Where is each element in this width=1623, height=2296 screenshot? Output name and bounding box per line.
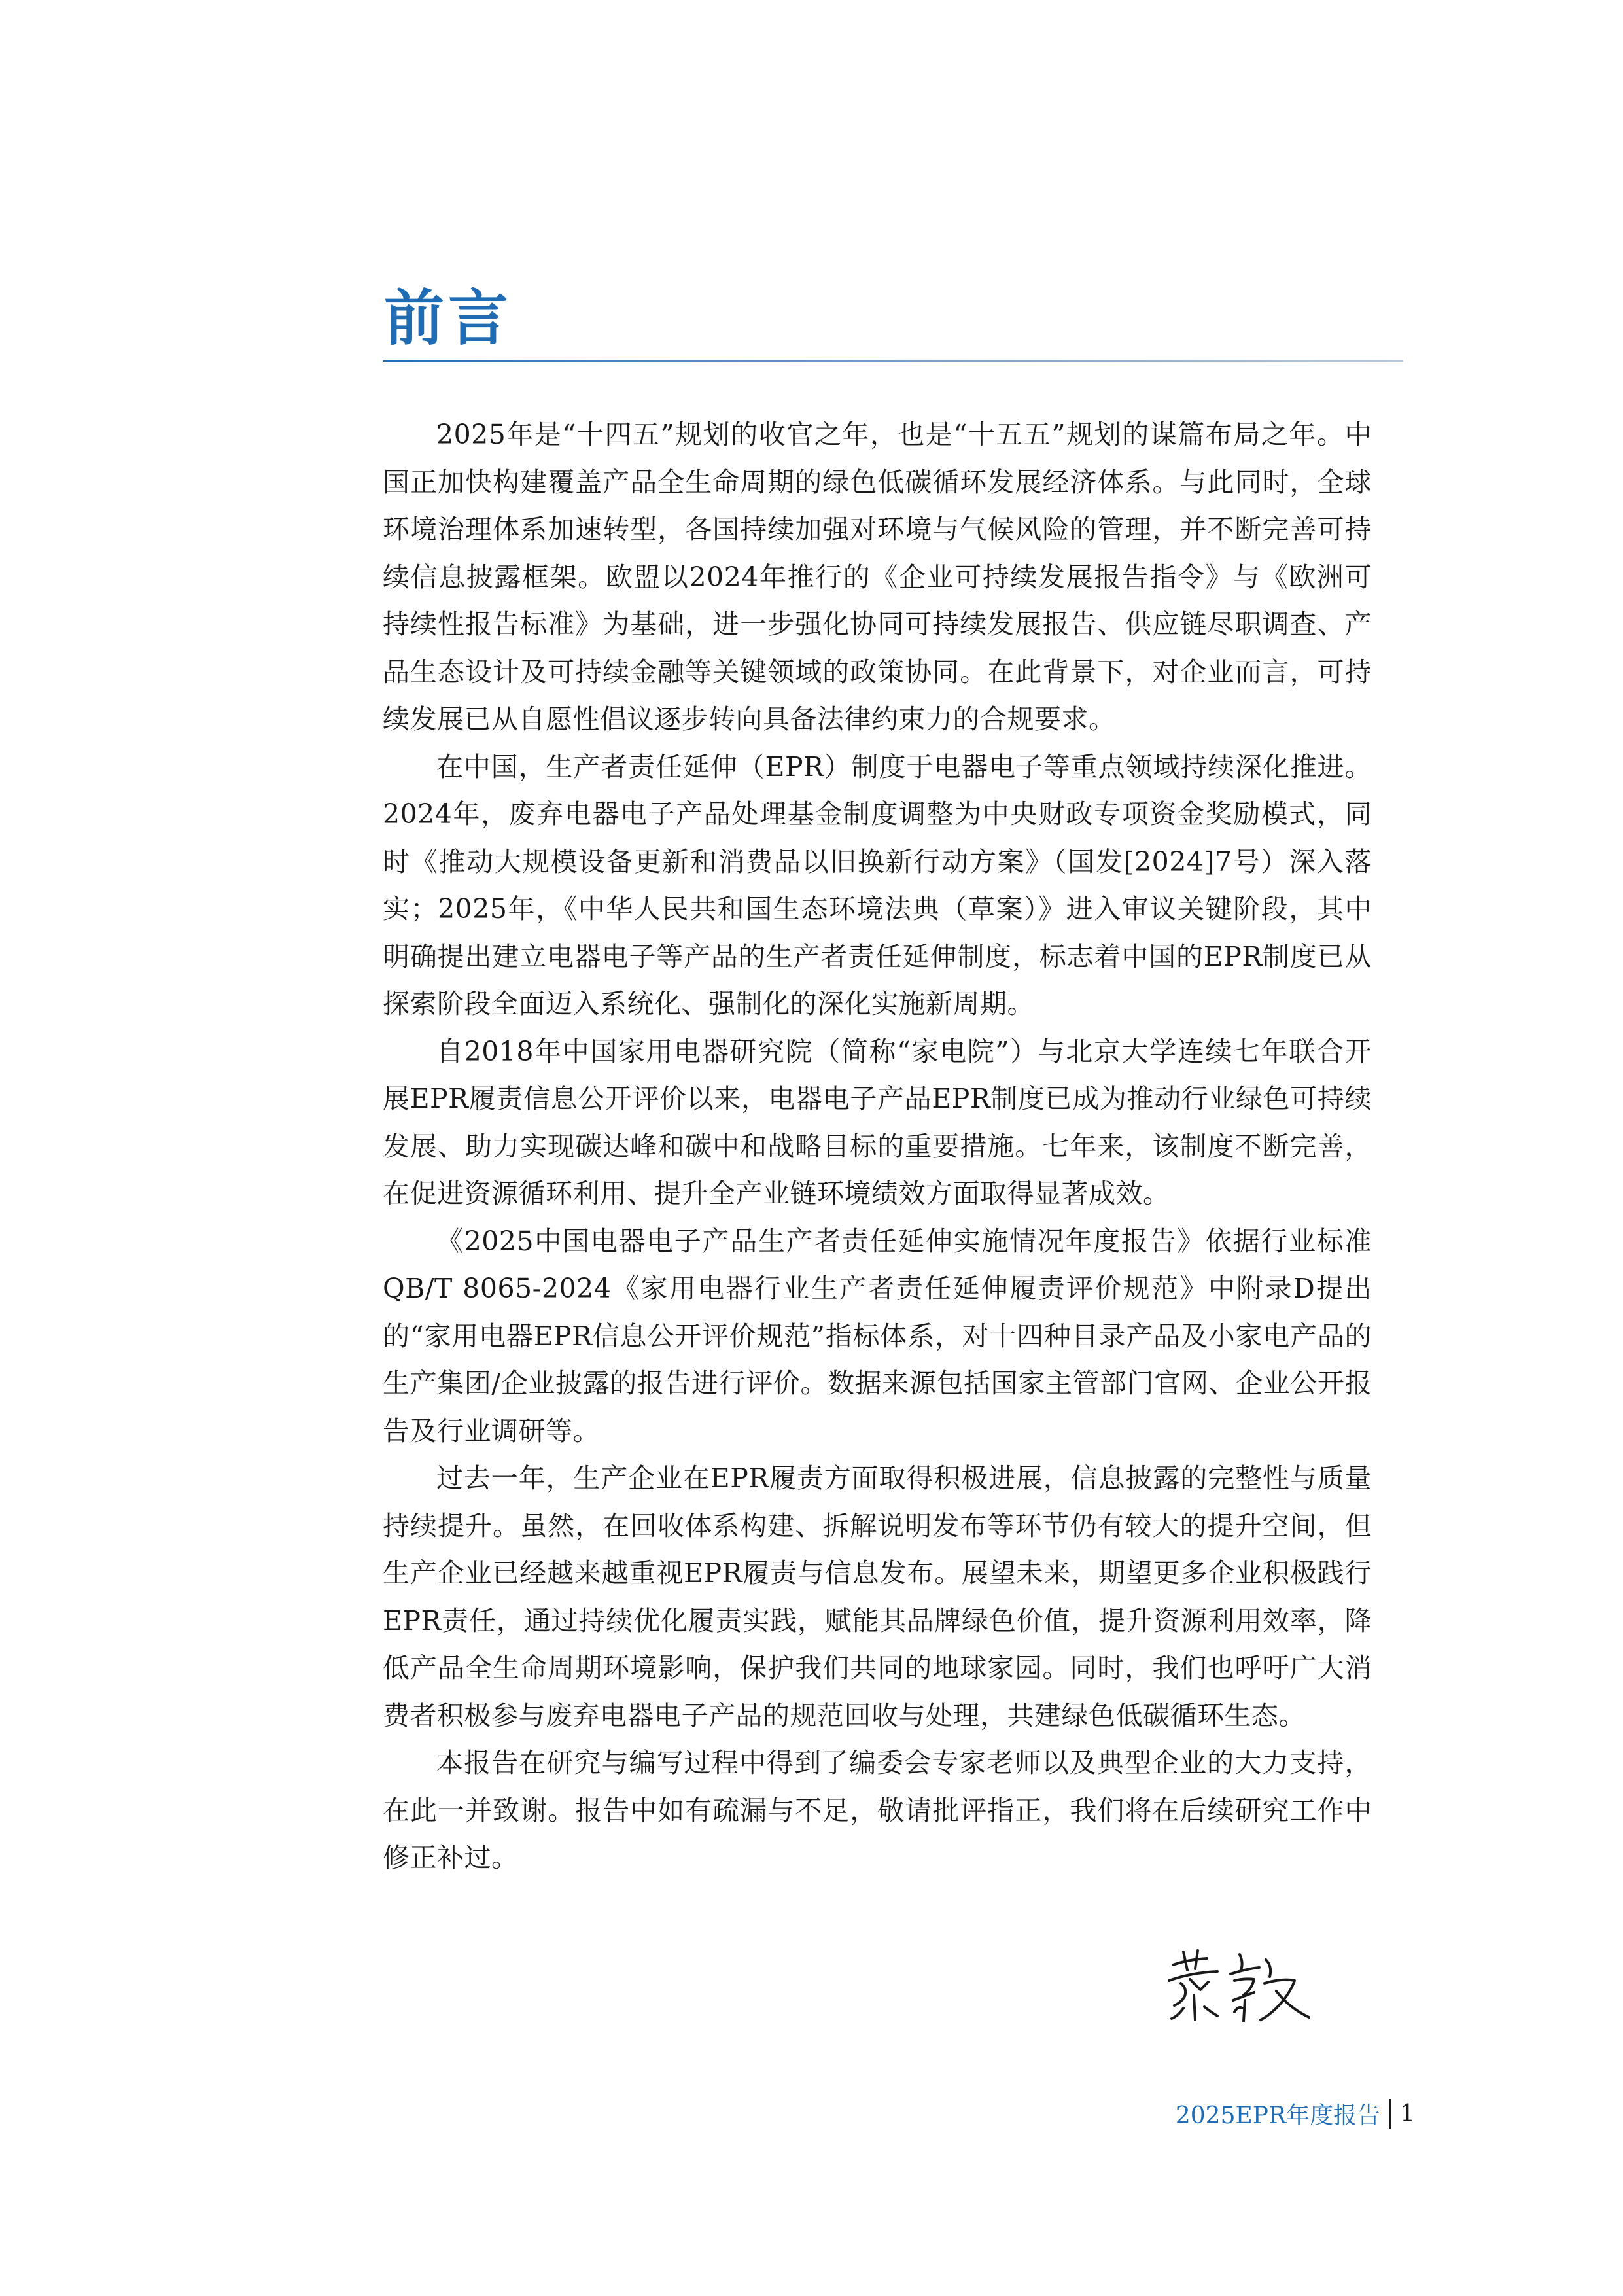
paragraph-1: 2025年是“十四五”规划的收官之年，也是“十五五”规划的谋篇布局之年。中国正加快构建覆盖产品全生命周期的绿色低碳循环发展经济体系。与此同时，全球环境治理体系加速转型，各国持续加强对环境与气候风险的管理，并不断完善可持续信息披露框架。欧盟以2024年推行的《企业可持续发展报告指令》与《欧洲可持续性报告标准》为基础，进一步强化协同可持续发展报告、供应链尽职调查、产品生态设计及可持续金融等关键领域的政策协同。在此背景下，对企业而言，可持续发展已从自愿性倡议逐步转向具备法律约束力的合规要求。 xyxy=(383,419,1372,735)
body-text xyxy=(383,411,1372,1882)
paragraph-4: 《2025中国电器电子产品生产者责任延伸实施情况年度报告》依据行业标准QB/T 8065-2024《家用电器行业生产者责任延伸履责评价规范》中附录D提出的“家用电器EPR信息公开评价规范”指标体系，对十四种目录产品及小家电产品的生产集团/企业披露的报告进行评价。数据来源包括国家主管部门官网、企业公开报告及行业调研等。 xyxy=(383,1225,1372,1447)
heading-block xyxy=(383,283,1403,362)
paragraph-6: 本报告在研究与编写过程中得到了编委会专家老师以及典型企业的大力支持，在此一并致谢。报告中如有疏漏与不足，敬请批评指正，我们将在后续研究工作中修正补过。 xyxy=(383,1747,1372,1873)
handwritten-signature xyxy=(1161,1940,1318,2032)
page-footer xyxy=(1176,2097,1415,2130)
footer-divider xyxy=(1389,2099,1391,2129)
paragraph-2: 在中国，生产者责任延伸（EPR）制度于电器电子等重点领域持续深化推进。2024年，废弃电器电子产品处理基金制度调整为中央财政专项资金奖励模式，同时《推动大规模设备更新和消费品以旧换新行动方案》（国发[2024]7号）深入落实；2025年，《中华人民共和国生态环境法典（草案）》进入审议关键阶段，其中明确提出建立电器电子等产品的生产者责任延伸制度，标志着中国的EPR制度已从探索阶段全面迈入系统化、强制化的深化实施新周期。 xyxy=(383,751,1372,1019)
page-title: 前言 xyxy=(384,283,513,353)
footer-report-name: 2025EPR年度报告 xyxy=(1175,2102,1381,2129)
paragraph-3: 自2018年中国家用电器研究院（简称“家电院”）与北京大学连续七年联合开展EPR履责信息公开评价以来，电器电子产品EPR制度已成为推动行业绿色可持续发展、助力实现碳达峰和碳中和战略目标的重要措施。七年来，该制度不断完善，在促进资源循环利用、提升全产业链环境绩效方面取得显著成效。 xyxy=(383,1035,1372,1209)
page-number: 1 xyxy=(1400,2100,1415,2127)
paragraph-5: 过去一年，生产企业在EPR履责方面取得积极进展，信息披露的完整性与质量持续提升。虽然，在回收体系构建、拆解说明发布等环节仍有较大的提升空间，但生产企业已经越来越重视EPR履责与信息发布。展望未来，期望更多企业积极践行EPR责任，通过持续优化履责实践，赋能其品牌绿色价值，提升资源利用效率，降低产品全生命周期环境影响，保护我们共同的地球家园。同时，我们也呼吁广大消费者积极参与废弃电器电子产品的规范回收与处理，共建绿色低碳循环生态。 xyxy=(383,1462,1372,1731)
title-underline xyxy=(383,360,1403,362)
